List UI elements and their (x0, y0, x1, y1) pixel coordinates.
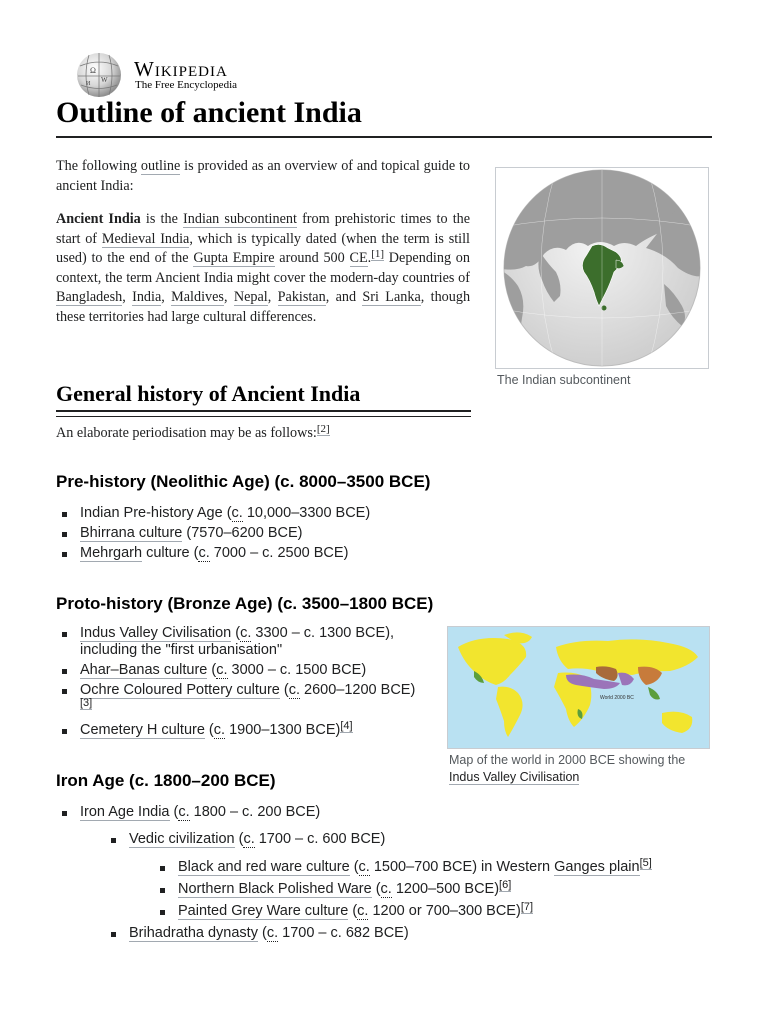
list-item (56, 682, 416, 716)
link-gupta-empire[interactable]: Gupta Empire (193, 250, 275, 267)
text: ( (349, 859, 359, 875)
text: , (223, 289, 234, 306)
link-maldives[interactable]: Maldives (171, 289, 224, 306)
figure-frame (447, 626, 710, 749)
list-item (105, 925, 656, 942)
list-item (56, 804, 656, 942)
text: , which is typically dated (when the term is still used) to the end of the (56, 230, 470, 267)
text: ( (279, 682, 289, 698)
list-item (154, 859, 656, 876)
text: ( (257, 925, 267, 941)
circa-abbr: c. (288, 682, 301, 698)
list-item (56, 525, 456, 542)
list-item (56, 505, 456, 522)
india-globe-map[interactable] (496, 168, 708, 368)
list-item (154, 903, 656, 920)
text: culture ( (142, 545, 199, 561)
wikipedia-wordmark: Wikipedia (134, 57, 228, 81)
link-mehrgarh[interactable]: Mehrgarh (80, 545, 143, 561)
text: 1200–500 BCE) (391, 881, 500, 897)
text: (7570–6200 BCE) (182, 525, 303, 541)
text: ( (371, 881, 381, 897)
protohistory-list (56, 625, 416, 739)
intro-paragraph-1 (56, 157, 470, 196)
list-item (56, 722, 416, 739)
text: ( (204, 722, 214, 738)
link-indian-subcontinent[interactable]: Indian subcontinent (183, 211, 297, 227)
figure-caption (449, 752, 707, 786)
circa-abbr: c. (380, 881, 392, 897)
circa-abbr: c. (243, 831, 255, 847)
link-indus-valley-civilisation[interactable]: Indus Valley Civilisation (80, 625, 232, 641)
text: ( (231, 625, 241, 641)
link-nepal[interactable]: Nepal (233, 289, 268, 306)
svg-text:W: W (101, 76, 108, 84)
section-heading-general-history: General history of Ancient India (56, 381, 361, 406)
text: 1500–700 BCE) in Western (369, 859, 555, 875)
circa-abbr: c. (198, 545, 210, 561)
text: 1700 – c. 682 BCE) (278, 925, 409, 941)
text: , though these territories had large cultural differences. (56, 289, 471, 325)
circa-abbr: c. (178, 804, 190, 820)
text: 7000 – c. 2500 BCE) (209, 545, 349, 561)
list-item (56, 545, 456, 562)
ref-1[interactable]: [1] (371, 248, 385, 261)
link-brihadratha-dynasty[interactable]: Brihadratha dynasty (129, 925, 258, 941)
figure-world-2000bce (447, 626, 710, 786)
link-ganges-plain[interactable]: Ganges plain (554, 859, 640, 875)
list-item (56, 662, 416, 679)
link-painted-grey-ware-culture[interactable]: Painted Grey Ware culture (178, 903, 349, 919)
text: 1800 – c. 200 BCE) (189, 804, 321, 820)
link-cemetery-h-culture[interactable]: Cemetery H culture (80, 722, 205, 738)
link-bangladesh[interactable]: Bangladesh (56, 289, 123, 306)
periodisation-intro (56, 424, 470, 444)
list-item (56, 625, 416, 659)
vedic-sublist (154, 859, 656, 920)
title-divider (56, 136, 712, 138)
link-vedic-civilization[interactable]: Vedic civilization (129, 831, 235, 847)
link-ochre-coloured-pottery-culture[interactable]: Ochre Coloured Pottery culture (80, 682, 280, 698)
circa-abbr: c. (213, 722, 226, 738)
circa-abbr: c. (266, 925, 279, 941)
wikipedia-tagline: The Free Encyclopedia (135, 79, 238, 91)
link-black-and-red-ware-culture[interactable]: Black and red ware culture (178, 859, 350, 875)
text: The following (56, 158, 141, 174)
section-divider (56, 410, 471, 412)
subsection-heading-iron-age: Iron Age (c. 1800–200 BCE) (56, 771, 276, 790)
iron-age-sublist (105, 831, 656, 942)
text: Map of the world in 2000 BCE showing the (449, 753, 686, 767)
section-divider (56, 416, 471, 417)
figure-frame (495, 167, 709, 369)
circa-abbr: c. (231, 505, 243, 521)
ref-6[interactable]: [6] (499, 879, 512, 891)
text: Indian Pre-history Age ( (80, 505, 232, 521)
figure-caption: The Indian subcontinent (497, 373, 631, 387)
text: ( (169, 804, 179, 820)
text: 3000 – c. 1500 BCE) (227, 662, 367, 678)
svg-text:И: И (86, 81, 91, 87)
text: . (367, 250, 372, 267)
bold-term: Ancient India (56, 211, 141, 227)
link-india[interactable]: India (132, 289, 162, 306)
text: 10,000–3300 BCE) (242, 505, 371, 521)
page-title: Outline of ancient India (56, 96, 362, 129)
link-outline[interactable]: outline (140, 158, 181, 174)
text: ( (234, 831, 244, 847)
link-sri-lanka[interactable]: Sri Lanka (362, 289, 421, 306)
text: 3300 – c. 1300 BCE), including the "first urbanisation" (80, 625, 395, 658)
link-northern-black-polished-ware[interactable]: Northern Black Polished Ware (178, 881, 372, 897)
text: 1700 – c. 600 BCE) (254, 831, 386, 847)
list-item (154, 881, 656, 898)
prehistory-list (56, 505, 456, 562)
text: is provided as an overview of and topical guide to ancient India: (56, 158, 471, 194)
circa-abbr: c. (216, 662, 228, 678)
text: is the (140, 211, 184, 227)
link-pakistan[interactable]: Pakistan (277, 289, 326, 306)
text: , and (325, 289, 363, 306)
ref-7[interactable]: [7] (520, 901, 534, 913)
link-ahar-banas-culture[interactable]: Ahar–Banas culture (80, 662, 208, 678)
map-label: World 2000 BC (600, 695, 634, 701)
ref-3[interactable]: [3] (80, 697, 93, 709)
link-bhirrana-culture[interactable]: Bhirrana culture (80, 525, 183, 541)
ref-5[interactable]: [5] (639, 857, 652, 869)
link-indus-valley-civilisation-caption[interactable]: Indus Valley Civilisation (449, 770, 580, 784)
world-map-2000bce[interactable] (448, 627, 709, 748)
text: 1900–1300 BCE) (225, 722, 341, 738)
circa-abbr: c. (240, 625, 252, 641)
circa-abbr: c. (357, 903, 369, 919)
text: ( (207, 662, 217, 678)
intro-paragraph-2 (56, 210, 470, 328)
link-ce[interactable]: CE (349, 250, 368, 267)
circa-abbr: c. (358, 859, 370, 875)
text: , (267, 289, 278, 306)
text: 1200 or 700–300 BCE) (368, 903, 521, 919)
list-item (105, 831, 656, 920)
text: An elaborate periodisation may be as follows: (56, 425, 317, 441)
ref-4[interactable]: [4] (340, 720, 353, 732)
ref-2[interactable]: [2] (316, 423, 330, 435)
text: Depending on context, the term Ancient India might cover the modern-day countries of (56, 250, 470, 286)
text: ( (348, 903, 358, 919)
figure-indian-subcontinent (495, 167, 709, 389)
subsection-heading-protohistory: Proto-history (Bronze Age) (c. 3500–1800 BCE) (56, 594, 434, 613)
link-iron-age-india[interactable]: Iron Age India (80, 804, 170, 820)
svg-text:Ω: Ω (90, 66, 96, 75)
iron-age-list (56, 804, 656, 942)
subsection-heading-prehistory: Pre-history (Neolithic Age) (c. 8000–3500 BCE) (56, 472, 431, 491)
text: , (122, 289, 133, 306)
text: 2600–1200 BCE) (300, 682, 416, 698)
text: around 500 (274, 250, 350, 267)
text: , (161, 289, 172, 306)
text: from prehistoric times to the start of (56, 211, 471, 247)
wikipedia-globe-icon (74, 52, 124, 98)
link-medieval-india[interactable]: Medieval India (101, 230, 190, 247)
